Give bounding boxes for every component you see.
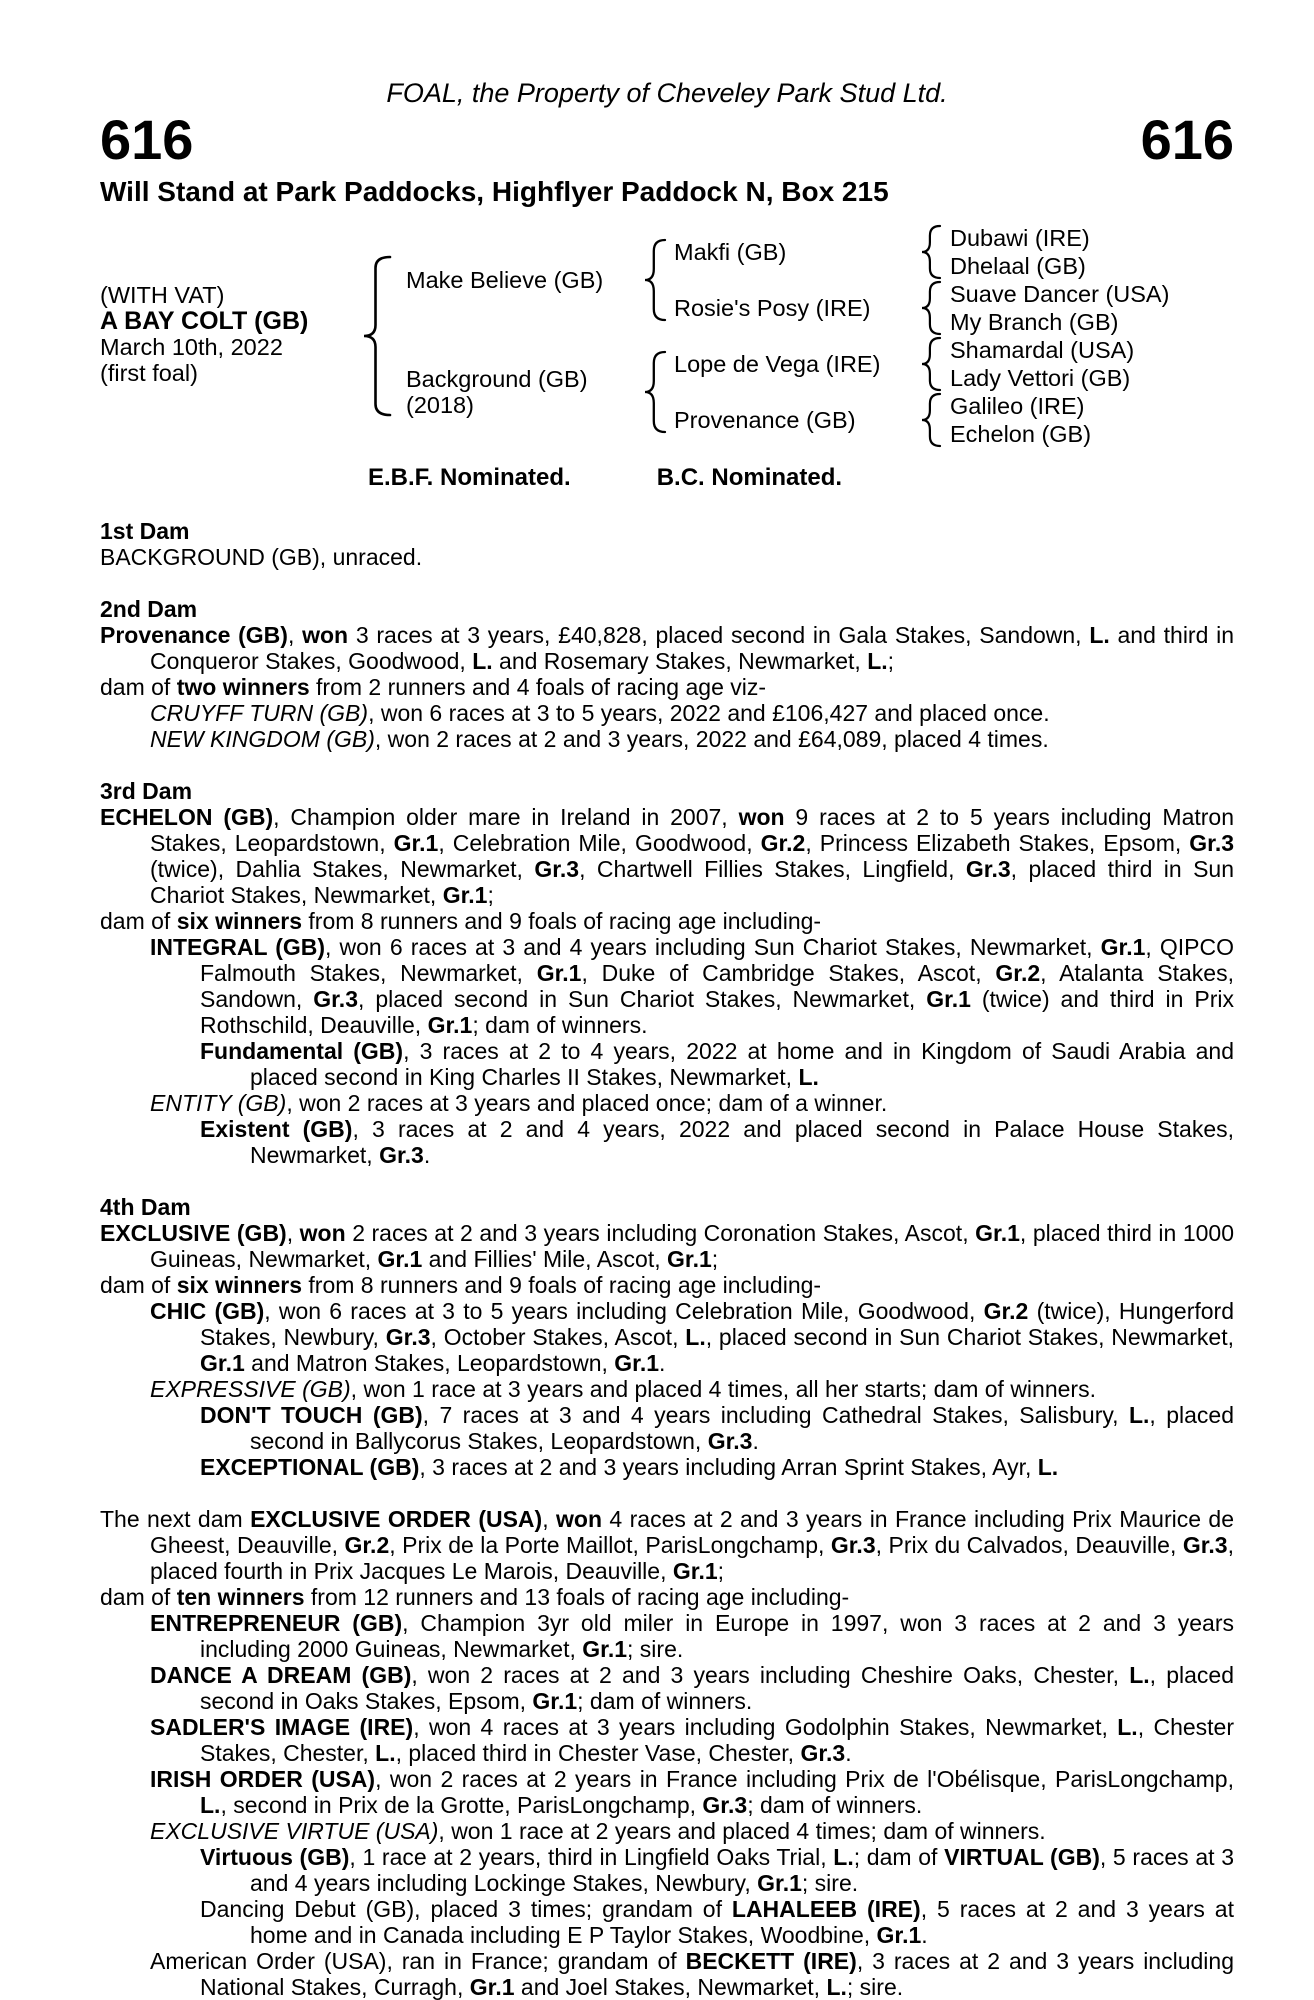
great-grandparent-4: My Branch (GB) — [950, 309, 1119, 335]
pedigree-table — [100, 218, 1234, 450]
lot-number-left: 616 — [100, 108, 194, 171]
dam-section — [100, 596, 1234, 752]
pedigree-brace-gp2 — [920, 281, 942, 335]
pedigree-paragraph: DON'T TOUCH (GB), 7 races at 3 and 4 years including Cathedral Stakes, Salisbury, L., placed second in Ballycorus Stakes, Leopardstown, Gr.3. — [200, 1402, 1234, 1454]
pedigree-paragraph: DANCE A DREAM (GB), won 2 races at 2 and 3 years including Cheshire Oaks, Chester, L., placed second in Oaks Stakes, Epsom, Gr.1; dam of winners. — [150, 1662, 1234, 1714]
pedigree-paragraph: INTEGRAL (GB), won 6 races at 3 and 4 years including Sun Chariot Stakes, Newmarket, Gr.1, QIPCO Falmouth Stakes, Newmarket, Gr.1, Duke of Cambridge Stakes, Ascot, Gr.2, Atalanta Stakes, Sandown, Gr.3, placed second in Sun Chariot Stakes, Newmarket, Gr.1 (twice) and third in Prix Rothschild, Deauville, Gr.1; dam of winners. — [150, 934, 1234, 1038]
great-grandparent-7: Galileo (IRE) — [950, 393, 1085, 419]
nominations-row — [100, 464, 1234, 492]
lot-number-right: 616 — [1140, 108, 1234, 171]
granddam-dam-line: Provenance (GB) — [674, 407, 856, 433]
grandsire-dam-line: Lope de Vega (IRE) — [674, 351, 881, 377]
pedigree-paragraph: EXPRESSIVE (GB), won 1 race at 3 years and placed 4 times, all her starts; dam of winners. — [150, 1376, 1096, 1402]
dam-sections — [100, 518, 1234, 2000]
pedigree-brace-gp1 — [920, 225, 942, 279]
pedigree-paragraph: The next dam EXCLUSIVE ORDER (USA), won 4 races at 2 and 3 years in France including Prix Maurice de Gheest, Deauville, Gr.2, Prix de la Porte Maillot, ParisLongchamp, Gr.3, Prix du Calvados, Deauville, Gr.3, placed fourth in Prix Jacques Le Marois, Deauville, Gr.1; — [100, 1506, 1234, 1584]
great-grandparent-3: Suave Dancer (USA) — [950, 281, 1170, 307]
foal-date: March 10th, 2022 — [100, 334, 283, 360]
pedigree-paragraph: NEW KINGDOM (GB), won 2 races at 2 and 3 years, 2022 and £64,089, placed 4 times. — [150, 726, 1049, 752]
dam-heading: 1st Dam — [100, 518, 190, 544]
dam-name: Background (GB) — [406, 366, 588, 392]
dam-section — [100, 1506, 1234, 2000]
stand-location-line: Will Stand at Park Paddocks, Highflyer Paddock N, Box 215 — [100, 176, 889, 207]
great-grandparent-6: Lady Vettori (GB) — [950, 365, 1131, 391]
sire-name: Make Believe (GB) — [406, 267, 604, 293]
pedigree-paragraph: Provenance (GB), won 3 races at 3 years, £40,828, placed second in Gala Stakes, Sandown, L. and third in Conqueror Stakes, Goodwood, L. and Rosemary Stakes, Newmarket, L.; — [100, 622, 1235, 674]
pedigree-paragraph: IRISH ORDER (USA), won 2 races at 2 years in France including Prix de l'Obélisque, ParisLongchamp, L., second in Prix de la Grotte, ParisLongchamp, Gr.3; dam of winners. — [150, 1766, 1234, 1818]
pedigree-paragraph: Existent (GB), 3 races at 2 and 4 years, 2022 and placed second in Palace House Stakes, Newmarket, Gr.3. — [200, 1116, 1235, 1168]
great-grandparent-2: Dhelaal (GB) — [950, 253, 1086, 279]
pedigree-paragraph: BACKGROUND (GB), unraced. — [100, 544, 423, 570]
pedigree-brace-dam — [643, 351, 667, 433]
pedigree-paragraph: ENTREPRENEUR (GB), Champion 3yr old miler in Europe in 1997, won 3 races at 2 and 3 years including 2000 Guineas, Newmarket, Gr.1; sire. — [150, 1610, 1234, 1662]
colt-info-block — [100, 282, 308, 386]
dam-section — [100, 778, 1234, 1168]
dam-heading: 2nd Dam — [100, 596, 198, 622]
pedigree-paragraph: Dancing Debut (GB), placed 3 times; grandam of LAHALEEB (IRE), 5 races at 2 and 3 years at home and in Canada including E P Taylor Stakes, Woodbine, Gr.1. — [200, 1896, 1234, 1948]
pedigree-paragraph: CHIC (GB), won 6 races at 3 to 5 years including Celebration Mile, Goodwood, Gr.2 (twice), Hungerford Stakes, Newbury, Gr.3, October Stakes, Ascot, L., placed second in Sun Chariot Stakes, Newmarket, Gr.1 and Matron Stakes, Leopardstown, Gr.1. — [150, 1298, 1234, 1376]
pedigree-brace-main — [362, 256, 392, 416]
great-grandparent-1: Dubawi (IRE) — [950, 225, 1090, 251]
pedigree-paragraph: SADLER'S IMAGE (IRE), won 4 races at 3 years including Godolphin Stakes, Newmarket, L., Chester Stakes, Chester, L., placed third in Chester Vase, Chester, Gr.3. — [150, 1714, 1234, 1766]
dam-block — [406, 366, 588, 418]
dam-section — [100, 1194, 1234, 1480]
pedigree-paragraph: dam of six winners from 8 runners and 9 foals of racing age including- — [100, 1272, 822, 1298]
bc-nomination: B.C. Nominated. — [656, 464, 843, 491]
pedigree-paragraph: ENTITY (GB), won 2 races at 3 years and placed once; dam of a winner. — [150, 1090, 888, 1116]
vat-note: (WITH VAT) — [100, 282, 225, 308]
pedigree-paragraph: dam of two winners from 2 runners and 4 foals of racing age viz- — [100, 674, 767, 700]
pedigree-paragraph: EXCLUSIVE (GB), won 2 races at 2 and 3 years including Coronation Stakes, Ascot, Gr.1, placed third in 1000 Guineas, Newmarket, Gr.1 and Fillies' Mile, Ascot, Gr.1; — [100, 1220, 1234, 1272]
ebf-nomination: E.B.F. Nominated. — [368, 464, 571, 491]
pedigree-brace-gp4 — [920, 393, 942, 447]
great-grandparent-5: Shamardal (USA) — [950, 337, 1135, 363]
dam-section — [100, 518, 1234, 570]
dam-year: (2018) — [406, 392, 474, 418]
grandsire-sire-line: Makfi (GB) — [674, 239, 787, 265]
foal-note: (first foal) — [100, 360, 198, 386]
great-grandparent-8: Echelon (GB) — [950, 421, 1092, 447]
pedigree-brace-gp3 — [920, 337, 942, 391]
lot-number-row — [100, 108, 1234, 171]
page-title: FOAL, the Property of Cheveley Park Stud Ltd. — [386, 78, 948, 108]
colt-name: A BAY COLT (GB) — [100, 307, 309, 335]
pedigree-paragraph: EXCLUSIVE VIRTUE (USA), won 1 race at 2 years and placed 4 times; dam of winners. — [150, 1818, 1046, 1844]
pedigree-paragraph: dam of ten winners from 12 runners and 13 foals of racing age including- — [100, 1584, 850, 1610]
pedigree-paragraph: CRUYFF TURN (GB), won 6 races at 3 to 5 years, 2022 and £106,427 and placed once. — [150, 700, 1050, 726]
pedigree-paragraph: Virtuous (GB), 1 race at 2 years, third in Lingfield Oaks Trial, L.; dam of VIRTUAL (GB), 5 races at 3 and 4 years including Lockinge Stakes, Newbury, Gr.1; sire. — [200, 1844, 1234, 1896]
pedigree-paragraph: Fundamental (GB), 3 races at 2 to 4 years, 2022 at home and in Kingdom of Saudi Arabia and placed second in King Charles II Stakes, Newmarket, L. — [200, 1038, 1234, 1090]
dam-heading: 4th Dam — [100, 1194, 191, 1220]
pedigree-paragraph: American Order (USA), ran in France; grandam of BECKETT (IRE), 3 races at 2 and 3 years including National Stakes, Curragh, Gr.1 and Joel Stakes, Newmarket, L.; sire. — [150, 1948, 1234, 2000]
pedigree-paragraph: ECHELON (GB), Champion older mare in Ireland in 2007, won 9 races at 2 to 5 years including Matron Stakes, Leopardstown, Gr.1, Celebration Mile, Goodwood, Gr.2, Princess Elizabeth Stakes, Epsom, Gr.3 (twice), Dahlia Stakes, Newmarket, Gr.3, Chartwell Fillies Stakes, Lingfield, Gr.3, placed third in Sun Chariot Stakes, Newmarket, Gr.1; — [100, 804, 1235, 908]
pedigree-paragraph: EXCEPTIONAL (GB), 3 races at 2 and 3 years including Arran Sprint Stakes, Ayr, L. — [200, 1454, 1059, 1480]
pedigree-brace-sire — [643, 239, 667, 321]
dam-heading: 3rd Dam — [100, 778, 193, 804]
pedigree-paragraph: dam of six winners from 8 runners and 9 foals of racing age including- — [100, 908, 822, 934]
granddam-sire-line: Rosie's Posy (IRE) — [674, 295, 871, 321]
